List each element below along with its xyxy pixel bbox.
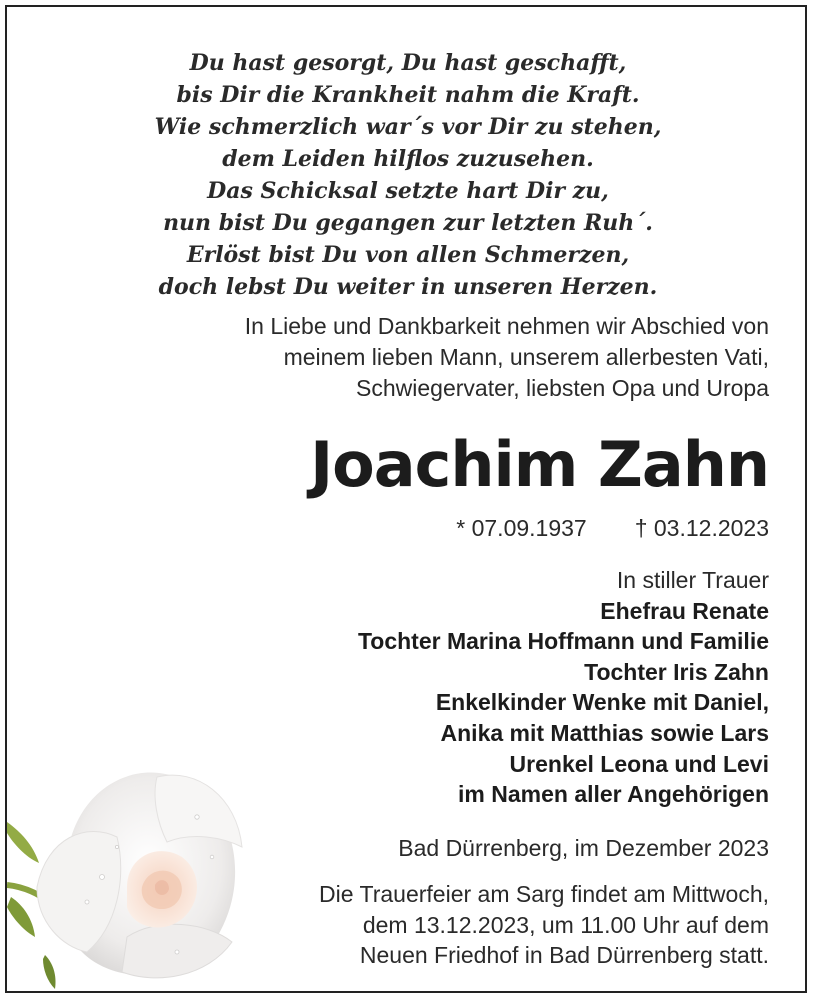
funeral-line: dem 13.12.2023, um 11.00 Uhr auf dem <box>362 911 769 938</box>
intro-line: Schwiegervater, liebsten Opa und Uropa <box>356 375 769 401</box>
mourner-line: Tochter Marina Hoffmann und Familie <box>357 628 769 655</box>
mourners-lead: In stiller Trauer <box>616 567 769 593</box>
poem-line: Wie schmerzlich war´s vor Dir zu stehen, <box>154 114 662 140</box>
poem-line: bis Dir die Krankheit nahm die Kraft. <box>176 82 640 108</box>
birth-date: * 07.09.1937 <box>456 515 587 541</box>
white-rose-icon <box>7 737 267 993</box>
farewell-intro <box>245 311 769 404</box>
place-and-date: Bad Dürrenberg, im Dezember 2023 <box>398 835 769 861</box>
funeral-line: Die Trauerfeier am Sarg findet am Mittwoch, <box>319 881 769 907</box>
poem-line: nun bist Du gegangen zur letzten Ruh´. <box>163 210 653 236</box>
mourner-line: Anika mit Matthias sowie Lars <box>440 719 769 746</box>
mourner-line: Urenkel Leona und Levi <box>509 750 769 777</box>
poem-line: doch lebst Du weiter in unseren Herzen. <box>158 274 658 300</box>
poem-line: Das Schicksal setzte hart Dir zu, <box>207 178 609 204</box>
obituary-notice <box>5 5 807 993</box>
poem-line: dem Leiden hilflos zuzusehen. <box>222 146 594 172</box>
intro-line: meinem lieben Mann, unserem allerbesten Vati, <box>283 344 769 370</box>
funeral-info <box>319 879 769 971</box>
mourner-line: Ehefrau Renate <box>600 597 769 624</box>
funeral-line: Neuen Friedhof in Bad Dürrenberg statt. <box>359 942 769 968</box>
mourner-line: im Namen aller Angehörigen <box>458 781 769 808</box>
life-dates <box>456 513 769 543</box>
poem-line: Erlöst bist Du von allen Schmerzen, <box>186 242 630 268</box>
mourner-line: Enkelkinder Wenke mit Daniel, <box>435 689 769 716</box>
deceased-name: Joachim Zahn <box>310 428 769 501</box>
poem-line: Du hast gesorgt, Du hast geschafft, <box>189 50 627 76</box>
memorial-poem <box>7 47 807 303</box>
mourner-line: Tochter Iris Zahn <box>584 658 769 685</box>
mourners-list <box>358 565 769 810</box>
death-date: † 03.12.2023 <box>634 515 769 541</box>
intro-line: In Liebe und Dankbarkeit nehmen wir Abschied von <box>244 313 769 339</box>
